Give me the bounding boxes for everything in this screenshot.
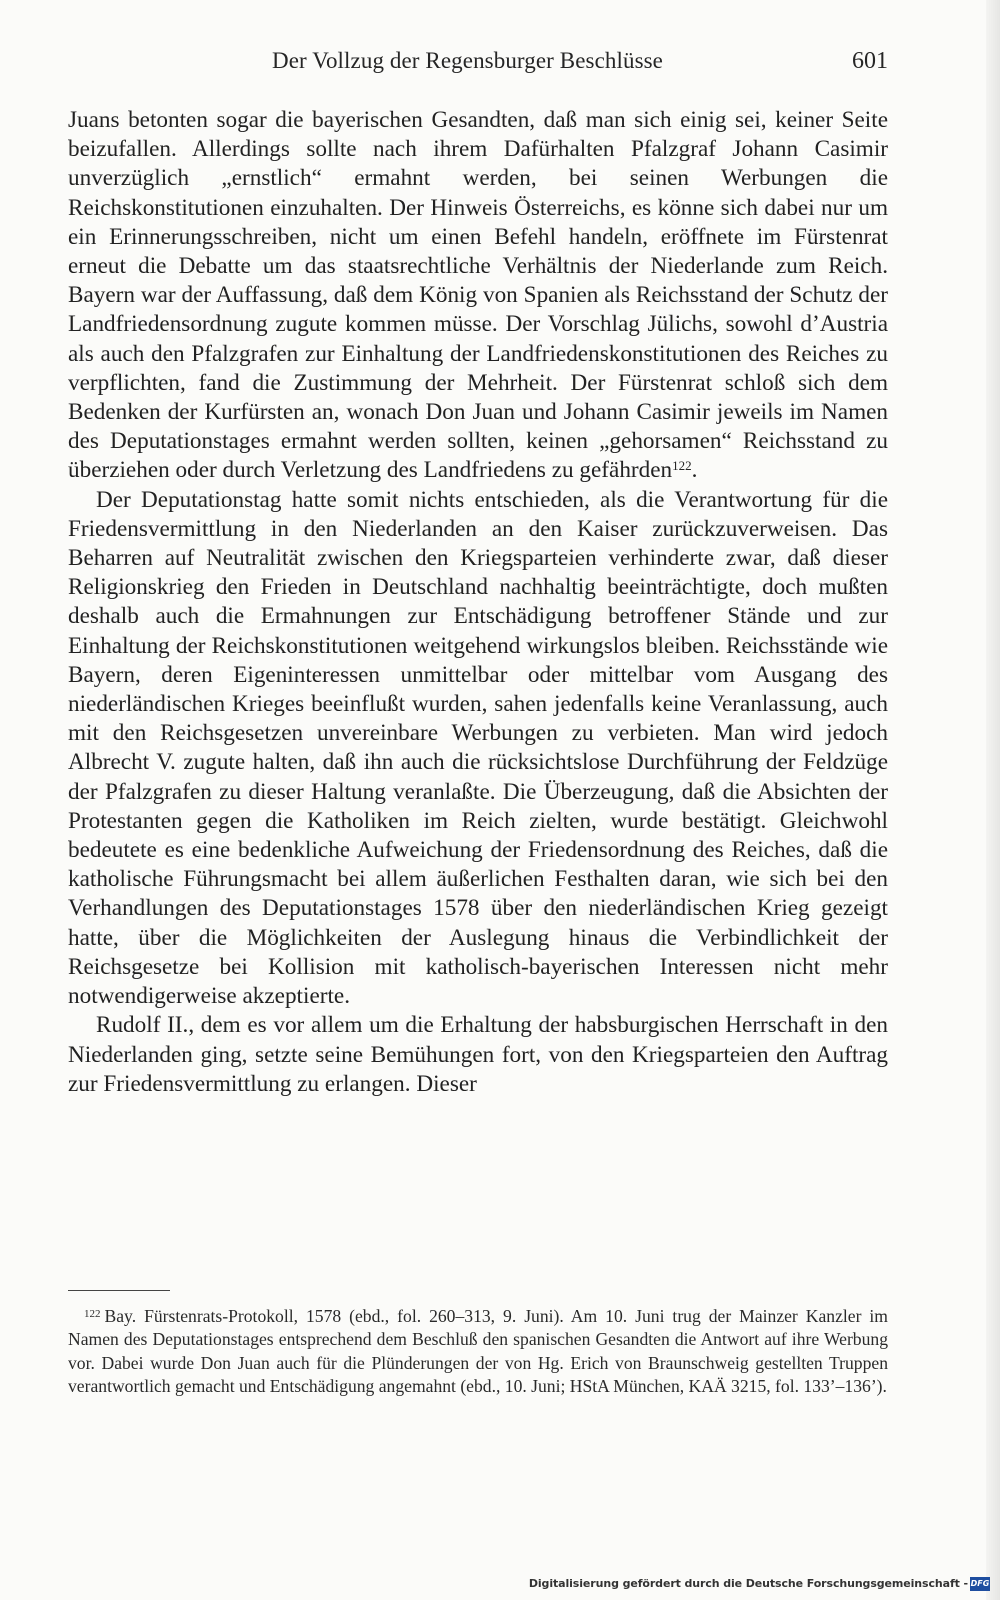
- paragraph-1-text: Juans betonten sogar die bayerischen Gesandten, daß man sich einig sei, keiner Seite beizufallen. Allerdings sollte nach ihrem Dafürhalten Pfalzgraf Johann Casimir unverzüglich „ernstlich“ ermahnt werden, bei seinen Werbungen die Reichskonstitutionen einzuhalten. Der Hinweis Österreichs, es könne sich dabei nur um ein Erinnerungsschreiben, nicht um einen Befehl handeln, eröffnete im Fürstenrat erneut die Debatte um das staatsrechtliche Verhältnis der Niederlande zum Reich. Bayern war der Auffassung, daß dem König von Spanien als Reichsstand der Schutz der Landfriedensordnung zugute kommen müsse. Der Vorschlag Jülichs, sowohl d’Austria als auch den Pfalzgrafen zur Einhaltung der Landfriedenskonstitutionen des Reiches zu verpflichten, fand die Zustimmung der Mehrheit. Der Fürstenrat schloß sich dem Bedenken der Kurfürsten an, wonach Don Juan und Johann Casimir jeweils im Namen des Deputationstages ermahnt werden sollten, keinen „gehorsamen“ Reichsstand zu überziehen oder durch Verletzung des Landfriedens zu gefährden: [68, 107, 888, 484]
- digitization-credit: Digitalisierung gefördert durch die Deutsche Forschungsgemeinschaft -: [528, 1577, 968, 1590]
- footnote-rule: [68, 1290, 170, 1291]
- scan-edge: [986, 0, 1000, 1600]
- page-number: 601: [852, 48, 888, 74]
- paragraph-2: Der Deputationstag hatte somit nichts entschieden, als die Verantwortung für die Friedensvermittlung in den Niederlanden an den Kaiser zurückzuverweisen. Das Beharren auf Neutralität zwischen den Kriegsparteien verhinderte zwar, daß dieser Religionskrieg den Frieden in Deutschland nachhaltig beeinträchtigte, doch mußten deshalb auch die Ermahnungen zur Entschädigung betroffener Stände und zur Einhaltung der Reichskonstitutionen weitgehend wirkungslos bleiben. Reichsstände wie Bayern, deren Eigeninteressen unmittelbar oder mittelbar vom Ausgang des niederländischen Krieges beeinflußt wurden, sahen jedenfalls keine Veranlassung, auch mit den Reichsgesetzen unvereinbare Werbungen zu verbieten. Man wird jedoch Albrecht V. zugute halten, daß ihn auch die rücksichtslose Durchführung der Feldzüge der Pfalzgrafen zu dieser Haltung veranlaßte. Die Überzeugung, daß die Absichten der Protestanten gegen die Katholiken im Reich zielten, wurde bestätigt. Gleichwohl bedeutete es eine bedenkliche Aufweichung der Friedensordnung des Reiches, daß die katholische Führungsmacht bei allem äußerlichen Festhalten daran, wie sich bei den Verhandlungen des Deputationstages 1578 über den niederländischen Krieg gezeigt hatte, über die Möglichkeiten der Auslegung hinaus die Verbindlichkeit der Reichsgesetze bei Kollision mit katholisch-bayerischen Interessen nicht mehr notwendigerweise akzeptierte.: [68, 486, 888, 1010]
- running-head-title: Der Vollzug der Regensburger Beschlüsse: [272, 48, 663, 73]
- paragraph-1: [68, 106, 888, 486]
- footnotes: [68, 1305, 888, 1399]
- running-head: [68, 48, 888, 84]
- body-text: [68, 106, 888, 1099]
- paragraph-1-end: .: [691, 457, 698, 484]
- paragraph-3: Rudolf II., dem es vor allem um die Erhaltung der habsburgischen Herrschaft in den Niederlanden ging, setzte seine Bemühungen fort, von den Kriegsparteien den Auftrag zur Friedensvermittlung zu erlangen. Dieser: [68, 1012, 888, 1097]
- footnote-number: 122: [84, 1308, 101, 1320]
- footnote-122: [68, 1305, 888, 1399]
- footnote-text: Bay. Fürstenrats-Protokoll, 1578 (ebd., fol. 260–313, 9. Juni). Am 10. Juni trug der Mainzer Kanzler im Namen des Deputationstages entsprechend dem Beschluß den spanischen Gesandten die Antwort auf ihre Werbung vor. Dabei wurde Don Juan auch für die Plünderungen der von Hg. Erich von Braunschweig gestellten Truppen verantwortlich gemacht und Entschädigung angemahnt (ebd., 10. Juni; HStA München, KAÄ 3215, fol. 133’–136’).: [68, 1306, 888, 1397]
- footnote-reference-122[interactable]: 122: [672, 458, 692, 474]
- dfg-logo-icon: DFG: [970, 1577, 990, 1591]
